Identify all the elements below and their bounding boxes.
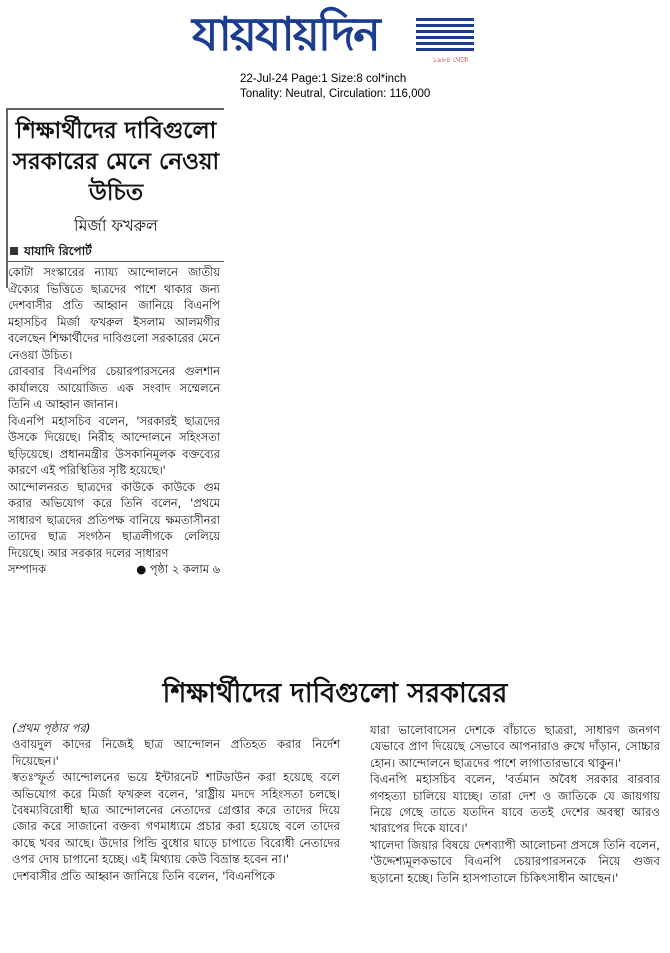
continuation-headline: শিক্ষার্থীদের দাবিগুলো সরকারের — [162, 678, 508, 709]
continued-on: ● পৃষ্ঠা ২ কলাম ৬ — [136, 562, 220, 576]
reporter-name: যাযাদি রিপোর্ট — [24, 244, 92, 258]
square-bullet-icon — [10, 247, 18, 255]
paragraph: যারা ভালোবাসেন দেশকে বাঁচাতে ছাত্ররা, সাধারণ জনগণ যেভাবে প্রাণ দিয়েছে সেভাবে আপনারাও রুখে দাঁড়ান, সোচ্চার হোন। আন্দোলনে ছাত্রদের পাশে লাগাতারভাবে থাকুন।' — [370, 723, 660, 770]
paragraph: বিএনপি মহাসচিব বলেন, 'বর্তমান অবৈধ সরকার বারবার গণহত্যা চালিয়ে যাচ্ছে। তারা দেশ ও জাতিকে যে জায়গায় নিয়ে গেছে তাতে যতদিন যাবে ততই দেশের অবস্থা আরও খারাপের দিকে যাবে।' — [370, 772, 660, 836]
last-word: সম্পাদক — [8, 562, 46, 576]
logo-stripes — [416, 18, 474, 54]
clipping-border-top — [6, 108, 224, 110]
clipping-metadata — [240, 72, 430, 102]
paragraph: আন্দোলনরত ছাত্রদের কাউকে কাউকে গুম করার অভিযোগ করে তিনি বলেন, 'প্রথমে সাধারণ ছাত্রদের প্রতিপক্ষ বানিয়ে ক্ষমতাসীনরা তাদের ছাত্র সংগঠন ছাত্রলীগকে লেলিয়ে দিয়েছে। আর সরকার দলের সাধারণ — [8, 479, 220, 560]
paragraph: দেশবাসীর প্রতি আহ্বান জানিয়ে তিনি বলেন, 'বিএনপিকে — [12, 868, 275, 883]
continuation-line — [8, 561, 220, 578]
logo-since: ১৯৮৪ থেকে — [432, 56, 468, 64]
continued-from-note: (প্রথম পৃষ্ঠার পর) — [12, 721, 91, 735]
paragraph: কোটা সংস্কারের ন্যায্য আন্দোলনে জাতীয় ঐক্যের ভিত্তিতে ছাত্রদের পাশে থাকার জন্য দেশবাসীর প্রতি আহ্বান জানিয়ে বিএনপি মহাসচিব মির্জা ফখরুল ইসলাম আলমগীর বলেছেন শিক্ষার্থীদের দাবিগুলো সরকারের মেনে নেওয়া উচিত। — [8, 265, 221, 362]
newspaper-logo: যায়যায়দিন — [192, 7, 379, 61]
reporter-line — [8, 242, 224, 262]
paragraph: ওবায়দুল কাদের নিজেই ছাত্র আন্দোলন প্রতিহত করার নির্দেশ দিয়েছেন।' — [12, 737, 340, 768]
metadata-line-1: 22-Jul-24 Page:1 Size:8 col*inch — [240, 73, 407, 85]
paragraph: স্বতঃস্ফূর্ত আন্দোলনের ভয়ে ইন্টারনেট শাটডাউন করা হয়েছে বলে অভিযোগ করে মির্জা ফখরুল বলেন, 'রাষ্ট্রীয় মদদে সহিংসতা চলছে। বৈষম্যবিরোধী ছাত্র আন্দোলনের নেতাদের গ্রেপ্তার করে তাদের দিয়ে জোর করে সাজানো বক্তব্য গণমাধ্যমে প্রচার করা হয়েছে বলে তাদের কাছে খবর আছে। উদোর পিন্ডি বুধোর ঘাড়ে চাপাতে বিরোধী নেতাদের ওপর দোষ চাপানো হচ্ছে। এই মিথ্যায় কেউ বিভ্রান্ত হবেন না।' — [12, 770, 340, 867]
byline: মির্জা ফখরুল — [74, 216, 158, 235]
front-page-clipping — [6, 108, 226, 638]
paragraph: রোববার বিএনপির চেয়ারপারসনের গুলশান কার্যালয়ে আয়োজিত এক সংবাদ সম্মেলনে তিনি এ আহ্বান জানান। — [8, 364, 220, 411]
divider — [8, 261, 224, 262]
metadata-line-2: Tonality: Neutral, Circulation: 116,000 — [240, 88, 431, 100]
article-body — [8, 264, 220, 578]
masthead — [192, 6, 474, 68]
headline: শিক্ষার্থীদের দাবিগুলো সরকারের মেনে নেওয়া উচিত — [12, 118, 220, 206]
article-column-right — [370, 722, 660, 886]
article-column-left — [12, 720, 340, 884]
paragraph: খালেদা জিয়ার বিষয়ে দেশব্যাপী আলোচনা প্রসঙ্গে তিনি বলেন, 'উদ্দেশ্যমূলকভাবে বিএনপি চেয়ারপারসনকে নিয়ে গুজব ছড়ানো হচ্ছে। তিনি হাসপাতালে চিকিৎসাধীন আছেন।' — [370, 837, 660, 885]
paragraph: বিএনপি মহাসচিব বলেন, 'সরকারই ছাত্রদের উসকে দিয়েছে। নিরীহ আন্দোলনে সহিংসতা ছড়িয়েছে। প্রধানমন্ত্রীর উসকানিমূলক বক্তব্যের কারণে এই পরিস্থিতির সৃষ্টি হয়েছে।' — [8, 413, 220, 477]
